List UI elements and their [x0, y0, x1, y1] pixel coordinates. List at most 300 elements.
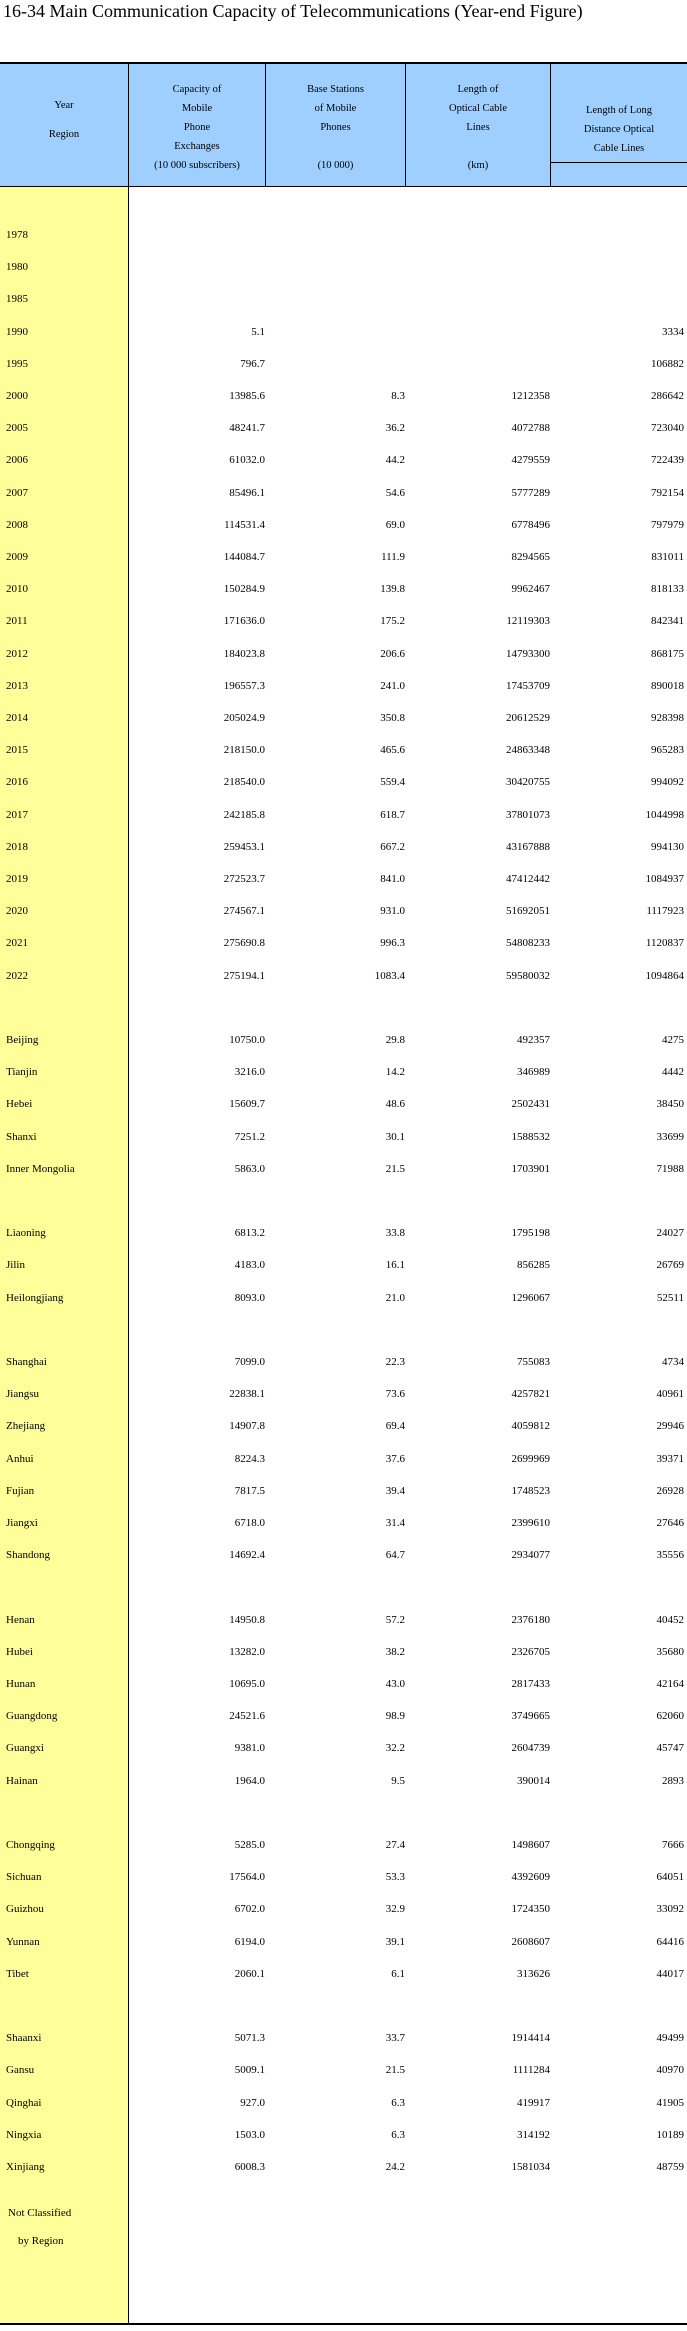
optical-cable-length-cell: 2326705 — [511, 1645, 550, 1658]
long-distance-cable-length-cell: 797979 — [651, 518, 684, 531]
long-distance-cable-length-cell: 40961 — [656, 1388, 684, 1401]
base-stations-cell: 111.9 — [381, 551, 405, 563]
table-row — [0, 1127, 687, 1147]
table-row — [0, 2060, 687, 2080]
base-stations-cell: 38.2 — [385, 1645, 405, 1658]
row-label-cell: Shaanxi — [6, 2032, 42, 2045]
mobile-exchange-capacity-cell: 275690.8 — [223, 937, 265, 950]
mobile-exchange-capacity-cell: 7817.5 — [234, 1484, 265, 1497]
long-distance-cable-length-cell: 27646 — [656, 1517, 684, 1529]
base-stations-cell: 31.4 — [385, 1517, 405, 1529]
optical-cable-length-cell: 17453709 — [506, 679, 550, 692]
long-distance-cable-length-cell: 1120837 — [645, 937, 684, 950]
base-stations-cell: 30.1 — [385, 1130, 405, 1143]
table-row — [0, 1030, 687, 1050]
mobile-exchange-capacity-cell: 114531.4 — [224, 518, 265, 531]
optical-cable-length-cell: 856285 — [517, 1259, 550, 1272]
table-row — [0, 1513, 687, 1533]
row-label-cell: 1985 — [6, 293, 28, 306]
base-stations-cell: 8.3 — [391, 390, 405, 402]
long-distance-cable-length-cell: 994130 — [651, 840, 684, 853]
optical-cable-length-cell: 1296067 — [511, 1291, 550, 1304]
mobile-exchange-capacity-cell: 218540.0 — [223, 776, 265, 789]
mobile-exchange-capacity-cell: 5863.0 — [234, 1162, 265, 1175]
long-distance-cable-length-cell: 722439 — [651, 454, 684, 467]
long-distance-cable-length-cell: 38450 — [656, 1098, 684, 1111]
optical-cable-length-cell: 390014 — [517, 1774, 550, 1787]
optical-cable-length-cell: 4392609 — [511, 1871, 550, 1884]
long-distance-cable-length-cell: 40452 — [656, 1613, 684, 1626]
long-distance-cable-length-cell: 10189 — [656, 2128, 684, 2141]
mobile-exchange-capacity-cell: 7251.2 — [234, 1130, 265, 1143]
optical-cable-length-cell: 2608607 — [511, 1935, 550, 1948]
row-label-cell: 2010 — [6, 583, 28, 596]
header-col1: Capacity of Mobile Phone Exchanges (10 000 subscribers) — [154, 84, 240, 171]
optical-cable-length-cell: 4059812 — [511, 1420, 550, 1433]
row-label-cell: Shanghai — [6, 1356, 47, 1368]
optical-cable-length-cell: 12119303 — [506, 615, 550, 628]
table-row — [0, 515, 687, 535]
base-stations-cell: 618.7 — [380, 808, 405, 821]
base-stations-cell: 996.3 — [380, 937, 405, 950]
table-row — [0, 1481, 687, 1501]
row-label-cell: 1990 — [6, 325, 28, 338]
mobile-exchange-capacity-cell: 218150.0 — [223, 744, 265, 757]
row-label-cell: 2018 — [6, 840, 28, 853]
base-stations-cell: 1083.4 — [374, 969, 405, 982]
row-label-cell: 2008 — [6, 518, 28, 531]
optical-cable-length-cell: 492357 — [517, 1034, 550, 1046]
optical-cable-length-cell: 1588532 — [511, 1130, 550, 1143]
long-distance-cable-length-cell: 965283 — [651, 744, 684, 757]
long-distance-cable-length-cell: 890018 — [651, 679, 684, 692]
row-label-cell: Sichuan — [6, 1871, 42, 1884]
table-row — [0, 805, 687, 825]
optical-cable-length-cell: 4072788 — [511, 422, 550, 435]
row-label-cell: Henan — [6, 1613, 35, 1626]
row-label-cell: 2019 — [6, 873, 28, 885]
long-distance-cable-length-cell: 1044998 — [645, 808, 684, 821]
table-row — [0, 740, 687, 760]
base-stations-cell: 69.4 — [385, 1420, 405, 1433]
long-distance-cable-length-cell: 39371 — [656, 1452, 684, 1465]
not-classified-label: Not Classified by Region — [8, 2207, 72, 2247]
long-distance-cable-length-cell: 40970 — [656, 2064, 684, 2077]
table-row — [0, 933, 687, 953]
row-label-cell: Fujian — [6, 1484, 35, 1497]
optical-cable-length-cell: 47412442 — [506, 873, 550, 885]
table-bottom-rule — [0, 2323, 687, 2325]
table-row — [0, 1416, 687, 1436]
table-row — [0, 2157, 687, 2177]
table-row — [0, 1352, 687, 1372]
optical-cable-length-cell: 2502431 — [511, 1098, 550, 1111]
optical-cable-length-cell: 1914414 — [511, 2032, 550, 2045]
long-distance-cable-length-cell: 26769 — [656, 1259, 684, 1272]
row-label-cell: 1980 — [6, 261, 28, 274]
row-label-cell: Beijing — [6, 1034, 39, 1046]
base-stations-cell: 465.6 — [380, 744, 405, 757]
row-label-cell: 2014 — [6, 712, 28, 724]
mobile-exchange-capacity-cell: 184023.8 — [223, 647, 265, 660]
long-distance-cable-length-cell: 868175 — [651, 647, 684, 660]
row-label-cell: Yunnan — [6, 1935, 40, 1948]
base-stations-cell: 6.1 — [391, 1967, 405, 1980]
table-row — [0, 1223, 687, 1243]
mobile-exchange-capacity-cell: 8224.3 — [234, 1452, 265, 1465]
mobile-exchange-capacity-cell: 196557.3 — [223, 679, 265, 692]
optical-cable-length-cell: 1724350 — [511, 1903, 550, 1916]
base-stations-cell: 21.0 — [385, 1291, 405, 1304]
long-distance-cable-length-cell: 62060 — [656, 1710, 684, 1723]
optical-cable-length-cell: 43167888 — [506, 840, 550, 853]
mobile-exchange-capacity-cell: 927.0 — [240, 2096, 265, 2109]
row-label-cell: Jiangxi — [6, 1517, 38, 1529]
long-distance-cable-length-cell: 1117923 — [646, 905, 684, 918]
optical-cable-length-cell: 2399610 — [511, 1517, 550, 1529]
mobile-exchange-capacity-cell: 5.1 — [251, 325, 265, 338]
base-stations-cell: 57.2 — [385, 1613, 405, 1626]
table-row — [0, 1771, 687, 1791]
mobile-exchange-capacity-cell: 796.7 — [240, 357, 265, 370]
mobile-exchange-capacity-cell: 275194.1 — [223, 969, 265, 982]
long-distance-cable-length-cell: 3334 — [662, 325, 684, 338]
base-stations-cell: 48.6 — [385, 1098, 405, 1111]
mobile-exchange-capacity-cell: 10750.0 — [229, 1034, 265, 1046]
row-label-cell: Heilongjiang — [6, 1291, 64, 1304]
long-distance-cable-length-cell: 4275 — [662, 1034, 684, 1046]
page-title: 16-34 Main Communication Capacity of Telecommunications (Year-end Figure) — [3, 1, 583, 21]
row-label-cell: 2020 — [6, 905, 28, 918]
optical-cable-length-cell: 1581034 — [511, 2161, 550, 2173]
mobile-exchange-capacity-cell: 6008.3 — [234, 2161, 265, 2173]
long-distance-cable-length-cell: 2893 — [662, 1774, 684, 1787]
optical-cable-length-cell: 346989 — [517, 1066, 550, 1079]
row-label-cell: Jilin — [6, 1259, 25, 1272]
row-label-cell: 2013 — [6, 679, 28, 692]
mobile-exchange-capacity-cell: 3216.0 — [234, 1066, 265, 1079]
header-col2: Base Stations of Mobile Phones (10 000) — [307, 84, 364, 171]
table-row — [0, 418, 687, 438]
table-row — [0, 1255, 687, 1275]
table-row — [0, 1738, 687, 1758]
optical-cable-length-cell: 2604739 — [511, 1742, 550, 1755]
row-label-cell: Ningxia — [6, 2128, 42, 2141]
mobile-exchange-capacity-cell: 144084.7 — [223, 551, 265, 563]
base-stations-cell: 350.8 — [380, 712, 405, 724]
table-row — [0, 1094, 687, 1114]
base-stations-cell: 6.3 — [391, 2128, 405, 2141]
base-stations-cell: 139.8 — [380, 583, 405, 596]
table-row — [0, 869, 687, 889]
table-row — [0, 1159, 687, 1179]
row-label-cell: 2022 — [6, 969, 28, 982]
base-stations-cell: 54.6 — [385, 486, 405, 499]
table-row — [0, 1899, 687, 1919]
table-row — [0, 225, 687, 245]
header-col3: Length of Optical Cable Lines (km) — [448, 84, 508, 171]
mobile-exchange-capacity-cell: 150284.9 — [223, 583, 265, 596]
mobile-exchange-capacity-cell: 14907.8 — [229, 1420, 265, 1433]
long-distance-cable-length-cell: 64416 — [656, 1935, 684, 1948]
optical-cable-length-cell: 37801073 — [506, 808, 550, 821]
mobile-exchange-capacity-cell: 5285.0 — [234, 1839, 265, 1851]
table-row — [0, 1706, 687, 1726]
row-label-cell: 2017 — [6, 808, 28, 821]
long-distance-cable-length-cell: 106882 — [651, 357, 684, 370]
optical-cable-length-cell: 1795198 — [511, 1227, 550, 1240]
row-label-cell: Hebei — [6, 1098, 33, 1111]
mobile-exchange-capacity-cell: 274567.1 — [223, 905, 265, 918]
mobile-exchange-capacity-cell: 205024.9 — [223, 712, 265, 724]
base-stations-cell: 27.4 — [385, 1839, 405, 1851]
optical-cable-length-cell: 6778496 — [511, 518, 550, 531]
mobile-exchange-capacity-cell: 242185.8 — [223, 808, 265, 821]
base-stations-cell: 14.2 — [385, 1066, 405, 1079]
mobile-exchange-capacity-cell: 9381.0 — [234, 1742, 265, 1755]
base-stations-cell: 32.9 — [385, 1903, 405, 1916]
row-label-cell: 2011 — [6, 615, 28, 628]
long-distance-cable-length-cell: 286642 — [651, 390, 684, 402]
base-stations-cell: 559.4 — [380, 776, 405, 789]
mobile-exchange-capacity-cell: 1503.0 — [234, 2128, 265, 2141]
optical-cable-length-cell: 313626 — [517, 1967, 550, 1980]
table-row — [0, 611, 687, 631]
mobile-exchange-capacity-cell: 6702.0 — [234, 1903, 265, 1916]
mobile-exchange-capacity-cell: 2060.1 — [234, 1967, 265, 1980]
long-distance-cable-length-cell: 29946 — [656, 1420, 684, 1433]
table-row — [0, 289, 687, 309]
row-label-cell: 2016 — [6, 776, 28, 789]
row-label-cell: Shanxi — [6, 1130, 37, 1143]
mobile-exchange-capacity-cell: 259453.1 — [223, 840, 265, 853]
base-stations-cell: 29.8 — [385, 1034, 405, 1046]
mobile-exchange-capacity-cell: 7099.0 — [234, 1356, 265, 1368]
base-stations-cell: 36.2 — [385, 422, 405, 435]
long-distance-cable-length-cell: 818133 — [651, 583, 684, 596]
table-row — [0, 2125, 687, 2145]
long-distance-cable-length-cell: 928398 — [651, 712, 684, 724]
base-stations-cell: 241.0 — [380, 679, 405, 692]
mobile-exchange-capacity-cell: 17564.0 — [229, 1871, 265, 1884]
optical-cable-length-cell: 1111284 — [512, 2064, 550, 2077]
table-row — [0, 676, 687, 696]
optical-cable-length-cell: 1748523 — [511, 1484, 550, 1497]
table-row — [0, 2028, 687, 2048]
base-stations-cell: 37.6 — [385, 1452, 405, 1465]
row-label-cell: Guangdong — [6, 1710, 58, 1723]
mobile-exchange-capacity-cell: 61032.0 — [229, 454, 265, 467]
mobile-exchange-capacity-cell: 5009.1 — [234, 2064, 265, 2077]
table-row — [0, 1835, 687, 1855]
mobile-exchange-capacity-cell: 6718.0 — [234, 1517, 265, 1529]
row-label-cell: Gansu — [6, 2064, 35, 2077]
base-stations-cell: 21.5 — [385, 2064, 405, 2077]
mobile-exchange-capacity-cell: 1964.0 — [234, 1774, 265, 1787]
optical-cable-length-cell: 5777289 — [511, 486, 550, 499]
base-stations-cell: 667.2 — [380, 840, 405, 853]
header-col4: Length of Long Distance Optical Cable Lines — [583, 105, 655, 154]
optical-cable-length-cell: 1498607 — [511, 1839, 550, 1851]
mobile-exchange-capacity-cell: 6194.0 — [234, 1935, 265, 1948]
table-row — [0, 708, 687, 728]
table-row — [0, 1062, 687, 1082]
header-year: Year — [54, 100, 74, 111]
optical-cable-length-cell: 9962467 — [511, 583, 550, 596]
long-distance-cable-length-cell: 33699 — [656, 1130, 684, 1143]
row-label-cell: 2006 — [6, 454, 28, 467]
row-label-cell: Zhejiang — [6, 1420, 46, 1433]
long-distance-cable-length-cell: 45747 — [656, 1742, 684, 1755]
row-label-cell: Tibet — [6, 1967, 29, 1980]
row-label-cell: 2021 — [6, 937, 28, 950]
table-row — [0, 1932, 687, 1952]
optical-cable-length-cell: 24863348 — [506, 744, 550, 757]
table-row — [0, 1964, 687, 1984]
mobile-exchange-capacity-cell: 6813.2 — [234, 1227, 265, 1240]
optical-cable-length-cell: 2699969 — [511, 1452, 550, 1465]
base-stations-cell: 175.2 — [380, 615, 405, 628]
row-label-cell: Xinjiang — [6, 2161, 45, 2173]
long-distance-cable-length-cell: 33092 — [656, 1903, 684, 1916]
long-distance-cable-length-cell: 71988 — [656, 1162, 684, 1175]
row-label-cell: 2009 — [6, 551, 28, 563]
row-label-cell: Tianjin — [6, 1066, 38, 1079]
row-label-cell: Qinghai — [6, 2096, 42, 2109]
table-row — [0, 837, 687, 857]
table-row — [0, 644, 687, 664]
base-stations-cell: 53.3 — [385, 1871, 405, 1884]
table-row — [0, 966, 687, 986]
optical-cable-length-cell: 54808233 — [506, 937, 550, 950]
table-row — [0, 1642, 687, 1662]
long-distance-cable-length-cell: 35680 — [656, 1645, 684, 1658]
header-row-label — [0, 96, 128, 144]
table-row — [0, 1384, 687, 1404]
table-row — [0, 1545, 687, 1565]
table-row — [0, 450, 687, 470]
base-stations-cell: 33.8 — [385, 1227, 405, 1240]
row-label-cell: Liaoning — [6, 1227, 46, 1240]
mobile-exchange-capacity-cell: 85496.1 — [229, 486, 265, 499]
long-distance-cable-length-cell: 4734 — [662, 1356, 684, 1368]
base-stations-cell: 39.1 — [385, 1935, 405, 1948]
mobile-exchange-capacity-cell: 15609.7 — [229, 1098, 265, 1111]
base-stations-cell: 6.3 — [391, 2096, 405, 2109]
optical-cable-length-cell: 314192 — [517, 2128, 550, 2141]
mobile-exchange-capacity-cell: 5071.3 — [234, 2032, 265, 2045]
optical-cable-length-cell: 30420755 — [506, 776, 550, 789]
base-stations-cell: 21.5 — [385, 1162, 405, 1175]
long-distance-cable-length-cell: 49499 — [656, 2032, 684, 2045]
base-stations-cell: 931.0 — [380, 905, 405, 918]
optical-cable-length-cell: 1212358 — [511, 390, 550, 402]
row-label-cell: 2012 — [6, 647, 28, 660]
row-label-cell: Anhui — [6, 1452, 34, 1465]
optical-cable-length-cell: 20612529 — [506, 712, 550, 724]
table-row — [0, 547, 687, 567]
row-label-cell: Inner Mongolia — [6, 1162, 75, 1175]
base-stations-cell: 16.1 — [385, 1259, 405, 1272]
table-row — [0, 2093, 687, 2113]
table-row — [0, 354, 687, 374]
base-stations-cell: 44.2 — [385, 454, 405, 467]
table-row — [0, 772, 687, 792]
mobile-exchange-capacity-cell: 4183.0 — [234, 1259, 265, 1272]
row-label-cell: 2007 — [6, 486, 28, 499]
long-distance-cable-length-cell: 41905 — [656, 2096, 684, 2109]
long-distance-cable-length-cell: 52511 — [656, 1291, 684, 1304]
optical-cable-length-cell: 2934077 — [511, 1549, 550, 1562]
mobile-exchange-capacity-cell: 272523.7 — [223, 873, 265, 885]
base-stations-cell: 9.5 — [391, 1774, 405, 1787]
mobile-exchange-capacity-cell: 13282.0 — [229, 1645, 265, 1658]
table-row — [0, 322, 687, 342]
mobile-exchange-capacity-cell: 13985.6 — [229, 390, 265, 402]
optical-cable-length-cell: 755083 — [517, 1356, 550, 1368]
table-row — [0, 1867, 687, 1887]
long-distance-cable-length-cell: 1094864 — [645, 969, 684, 982]
base-stations-cell: 206.6 — [380, 647, 405, 660]
optical-cable-length-cell: 4279559 — [511, 454, 550, 467]
base-stations-cell: 43.0 — [385, 1678, 405, 1690]
long-distance-cable-length-cell: 792154 — [651, 486, 684, 499]
mobile-exchange-capacity-cell: 48241.7 — [229, 422, 265, 435]
mobile-exchange-capacity-cell: 171636.0 — [223, 615, 265, 628]
table-row — [0, 1674, 687, 1694]
long-distance-cable-length-cell: 35556 — [656, 1549, 684, 1562]
long-distance-cable-length-cell: 24027 — [656, 1227, 684, 1240]
table-row — [0, 1610, 687, 1630]
mobile-exchange-capacity-cell: 24521.6 — [229, 1710, 265, 1723]
table-row — [0, 579, 687, 599]
row-label-cell: Guangxi — [6, 1742, 44, 1755]
table-row — [0, 1288, 687, 1308]
mobile-exchange-capacity-cell: 10695.0 — [229, 1678, 265, 1690]
long-distance-cable-length-cell: 7666 — [662, 1839, 684, 1851]
base-stations-cell: 32.2 — [385, 1742, 405, 1755]
optical-cable-length-cell: 8294565 — [511, 551, 550, 563]
long-distance-cable-length-cell: 26928 — [656, 1484, 684, 1497]
optical-cable-length-cell: 1703901 — [511, 1162, 550, 1175]
row-label-cell: Hubei — [6, 1645, 33, 1658]
optical-cable-length-cell: 51692051 — [506, 905, 550, 918]
optical-cable-length-cell: 59580032 — [506, 969, 550, 982]
row-label-cell: Hainan — [6, 1774, 38, 1787]
long-distance-cable-length-cell: 1084937 — [645, 873, 684, 885]
base-stations-cell: 98.9 — [385, 1710, 405, 1723]
table-row — [0, 386, 687, 406]
table-row — [0, 257, 687, 277]
mobile-exchange-capacity-cell: 14692.4 — [229, 1549, 265, 1562]
row-label-cell: Chongqing — [6, 1839, 55, 1851]
header-col4-underline — [551, 162, 687, 163]
long-distance-cable-length-cell: 994092 — [651, 776, 684, 789]
mobile-exchange-capacity-cell: 22838.1 — [229, 1388, 265, 1401]
optical-cable-length-cell: 3749665 — [511, 1710, 550, 1723]
long-distance-cable-length-cell: 723040 — [651, 422, 684, 435]
optical-cable-length-cell: 419917 — [517, 2096, 550, 2109]
table-row — [0, 1449, 687, 1469]
optical-cable-length-cell: 14793300 — [506, 647, 550, 660]
long-distance-cable-length-cell: 4442 — [662, 1066, 684, 1079]
optical-cable-length-cell: 2817433 — [511, 1678, 550, 1690]
row-label-cell: Hunan — [6, 1678, 36, 1690]
mobile-exchange-capacity-cell: 8093.0 — [234, 1291, 265, 1304]
header-region: Region — [48, 129, 80, 140]
base-stations-cell: 841.0 — [380, 873, 405, 885]
base-stations-cell: 64.7 — [385, 1549, 405, 1562]
